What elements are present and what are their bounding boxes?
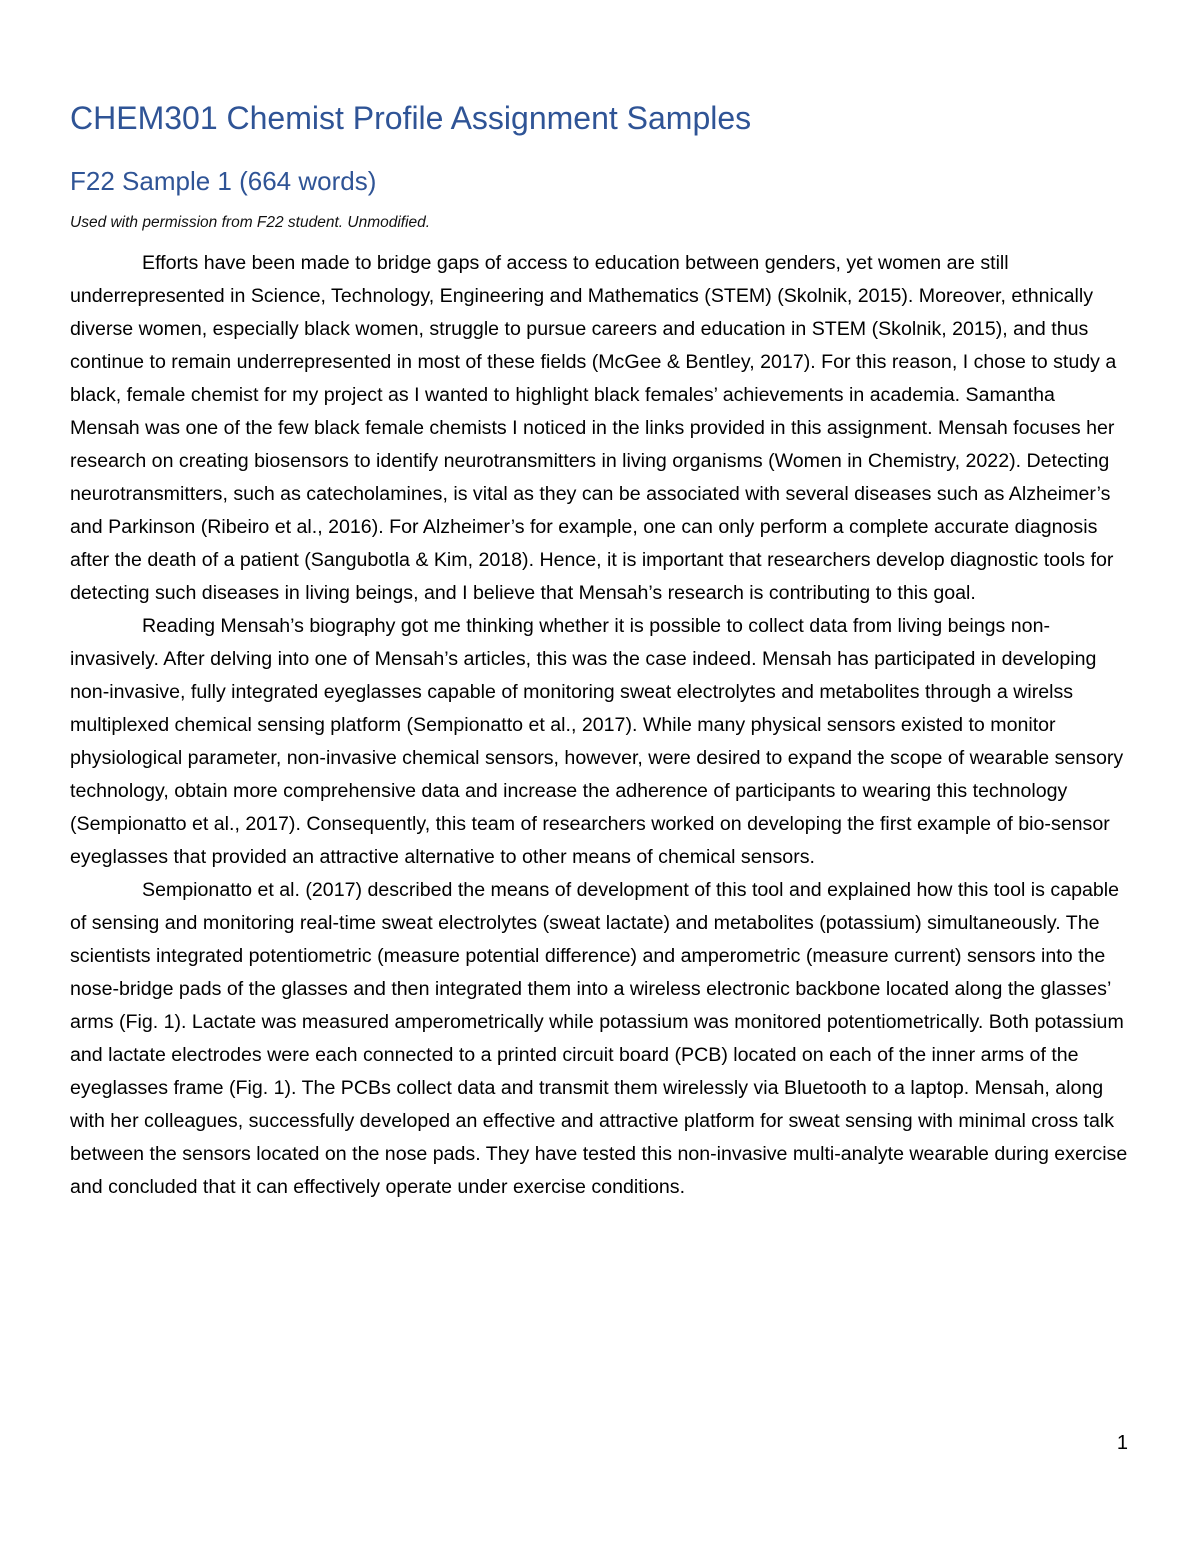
document-title: CHEM301 Chemist Profile Assignment Samples [70, 100, 752, 136]
permission-note: Used with permission from F22 student. Unmodified. [70, 214, 431, 231]
sample-heading: F22 Sample 1 (664 words) [70, 166, 377, 196]
paragraph-3: Sempionatto et al. (2017) described the means of development of this tool and explained how this tool is capable of sensing and monitoring real-time sweat electrolytes (sweat lactate) and metabolites (potassium) simultaneously. The scientists integrated potentiometric (measure potential difference) and amperometric (measure current) sensors into the nose-bridge pads of the glasses and then integrated them into a wireless electronic backbone located along the glasses’ arms (Fig. 1). Lactate was measured amperometrically while potassium was monitored potentiometrically. Both potassium and lactate electrodes were each connected to a printed circuit board (PCB) located on each of the inner arms of the eyeglasses frame (Fig. 1). The PCBs collect data and transmit them wirelessly via Bluetooth to a laptop. Mensah, along with her colleagues, successfully developed an effective and attractive platform for sweat sensing with minimal cross talk between the sensors located on the nose pads. They have tested this non-invasive multi-analyte wearable during exercise and concluded that it can effectively operate under exercise conditions. [70, 879, 1128, 1198]
page-number: 1 [1116, 1432, 1128, 1454]
paragraph-1: Efforts have been made to bridge gaps of access to education between genders, yet women are still underrepresented in Science, Technology, Engineering and Mathematics (STEM) (Skolnik, 2015). Moreover, ethnically diverse women, especially black women, struggle to pursue careers and education in STEM (Skolnik, 2015), and thus continue to remain underrepresented in most of these fields (McGee & Bentley, 2017). For this reason, I chose to study a black, female chemist for my project as I wanted to highlight black females’ achievements in academia. Samantha Mensah was one of the few black female chemists I noticed in the links provided in this assignment. Mensah focuses her research on creating biosensors to identify neurotransmitters in living organisms (Women in Chemistry, 2022). Detecting neurotransmitters, such as catecholamines, is vital as they can be associated with several diseases such as Alzheimer’s and Parkinson (Ribeiro et al., 2016). For Alzheimer’s for example, one can only perform a complete accurate diagnosis after the death of a patient (Sangubotla & Kim, 2018). Hence, it is important that researchers develop diagnostic tools for detecting such diseases in living beings, and I believe that Mensah’s research is contributing to this goal. [70, 252, 1117, 604]
paragraph-2: Reading Mensah’s biography got me thinking whether it is possible to collect data from living beings non-invasively. After delving into one of Mensah’s articles, this was the case indeed. Mensah has participated in developing non-invasive, fully integrated eyeglasses capable of monitoring sweat electrolytes and metabolites through a wirelss multiplexed chemical sensing platform (Sempionatto et al., 2017). While many physical sensors existed to monitor physiological parameter, non-invasive chemical sensors, however, were desired to expand the scope of wearable sensory technology, obtain more comprehensive data and increase the adherence of participants to wearing this technology (Sempionatto et al., 2017). Consequently, this team of researchers worked on developing the first example of bio-sensor eyeglasses that provided an attractive alternative to other means of chemical sensors. [70, 615, 1124, 868]
essay-body [70, 247, 1130, 1204]
